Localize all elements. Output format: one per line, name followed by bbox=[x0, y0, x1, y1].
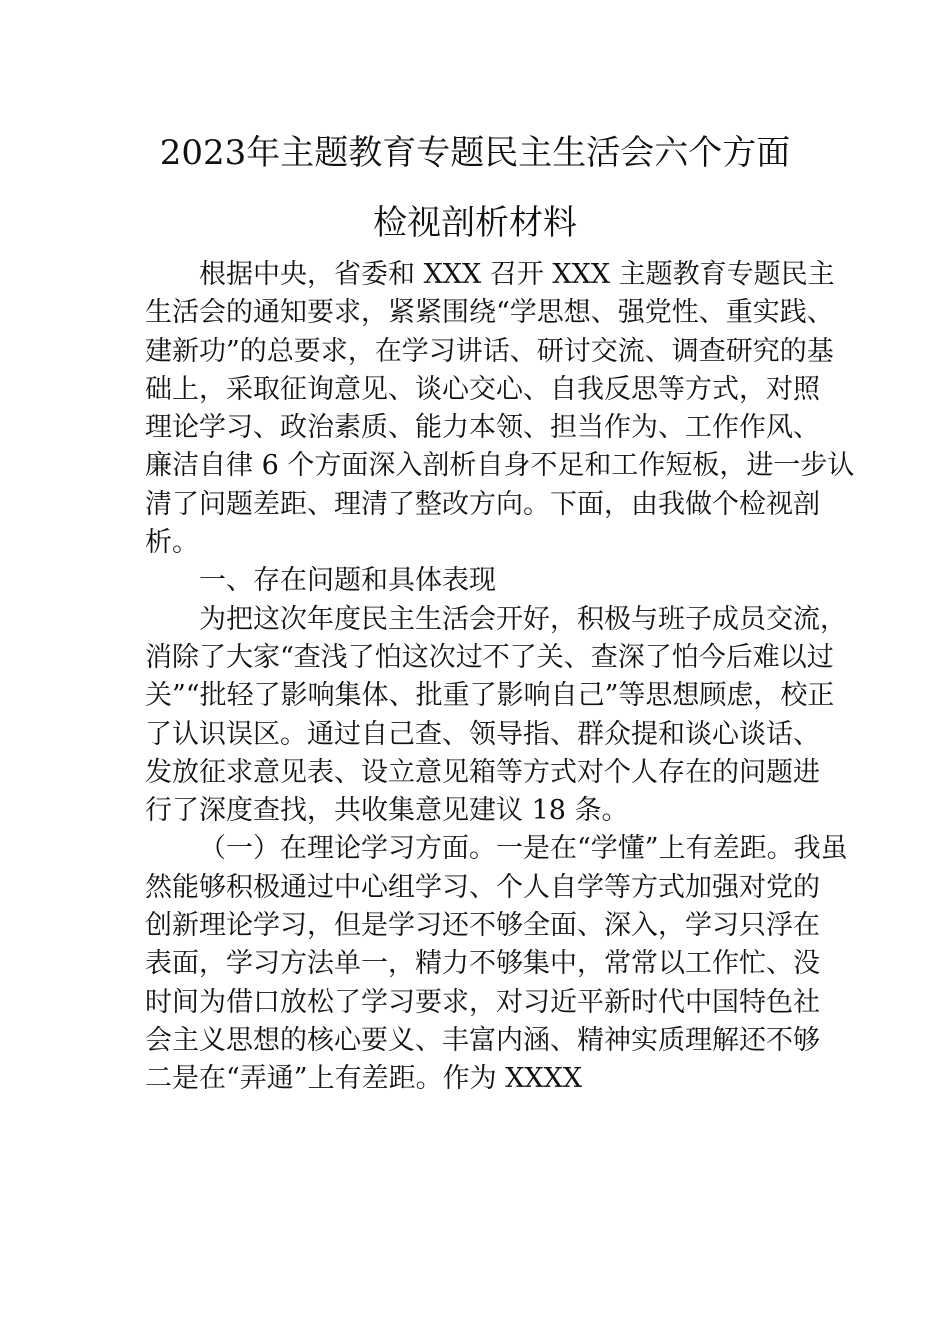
paragraph-line: 廉洁自律 6 个方面深入剖析自身不足和工作短板，进一步认 bbox=[145, 450, 855, 482]
section-heading bbox=[145, 562, 810, 600]
document-body bbox=[145, 256, 855, 1099]
paragraph-line: 表面，学习方法单一，精力不够集中，常常以工作忙、没 bbox=[145, 948, 820, 980]
section-heading-text: 一、存在问题和具体表现 bbox=[199, 565, 496, 597]
problems-paragraph bbox=[145, 601, 847, 831]
paragraph-line: 消除了大家“查浅了怕这次过不了关、查深了怕今后难以过 bbox=[145, 641, 834, 673]
paragraph-line: 根据中央，省委和 XXX 召开 XXX 主题教育专题民主 bbox=[199, 259, 835, 290]
theory-study-paragraph bbox=[145, 830, 848, 1098]
paragraph-line: 二是在“弄通”上有差距。作为 XXXX bbox=[145, 1063, 583, 1095]
paragraph-line: 创新理论学习，但是学习还不够全面、深入，学习只浮在 bbox=[145, 910, 820, 942]
document-title-line-2: 检视剖析材料 bbox=[373, 203, 577, 243]
paragraph-line: （一）在理论学习方面。一是在“学懂”上有差距。我虽 bbox=[199, 833, 848, 865]
paragraph-line: 行了深度查找，共收集意见建议 18 条。 bbox=[145, 795, 629, 827]
paragraph-line: 为把这次年度民主生活会开好，积极与班子成员交流， bbox=[199, 603, 847, 635]
paragraph-line: 时间为借口放松了学习要求，对习近平新时代中国特色社 bbox=[145, 986, 820, 1018]
paragraph-line: 关”“批轻了影响集体、批重了影响自己”等思想顾虑，校正 bbox=[145, 680, 835, 712]
paragraph-line: 了认识误区。通过自己查、领导指、群众提和谈心谈话、 bbox=[145, 718, 820, 750]
paragraph-line: 发放征求意见表、设立意见箱等方式对个人存在的问题进 bbox=[145, 756, 820, 788]
paragraph-line: 然能够积极通过中心组学习、个人自学等方式加强对党的 bbox=[145, 871, 820, 903]
paragraph-line: 析。 bbox=[145, 527, 199, 559]
intro-paragraph bbox=[145, 256, 855, 562]
paragraph-line: 生活会的通知要求，紧紧围绕“学思想、强党性、重实践、 bbox=[145, 297, 834, 329]
paragraph-line: 会主义思想的核心要义、丰富内涵、精神实质理解还不够 bbox=[145, 1024, 820, 1056]
paragraph-line: 建新功”的总要求，在学习讲话、研讨交流、调查研究的基 bbox=[145, 335, 834, 367]
paragraph-line: 清了问题差距、理清了整改方向。下面，由我做个检视剖 bbox=[145, 488, 820, 520]
paragraph-line: 础上，采取征询意见、谈心交心、自我反思等方式，对照 bbox=[145, 373, 820, 405]
document-title-line-1: 2023年主题教育专题民主生活会六个方面 bbox=[159, 133, 791, 173]
paragraph-line: 理论学习、政治素质、能力本领、担当作为、工作作风、 bbox=[145, 412, 820, 444]
